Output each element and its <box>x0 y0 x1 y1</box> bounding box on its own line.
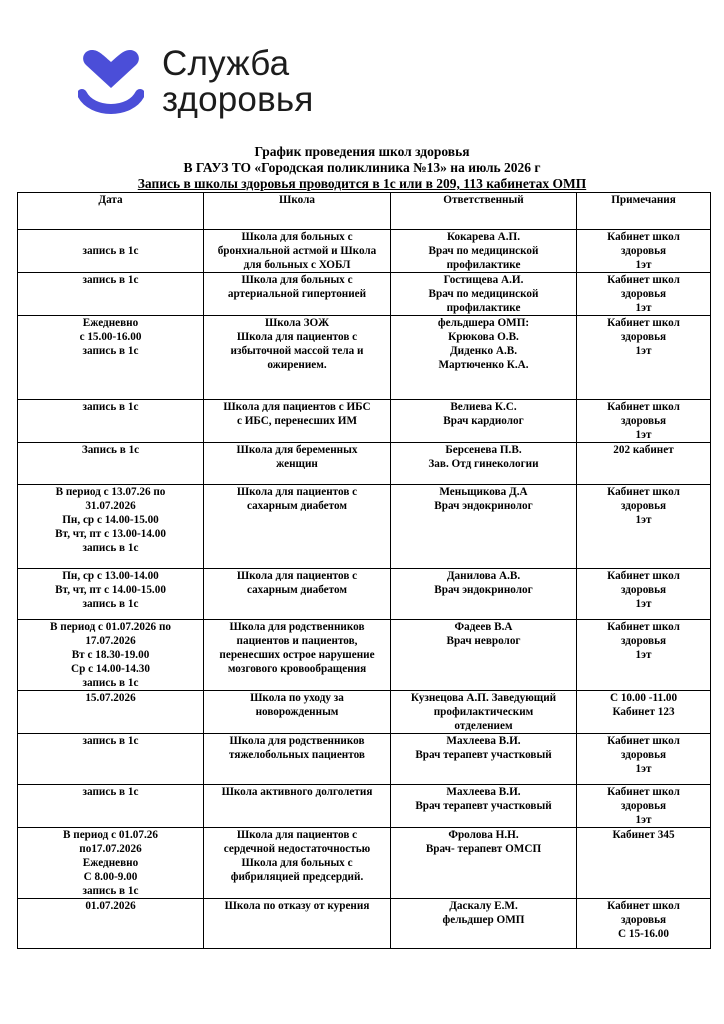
cell-notes <box>577 620 711 691</box>
cell-text-line: Врач невролог <box>446 635 521 647</box>
cell-school <box>204 620 391 691</box>
cell-text-line: новорожденным <box>255 706 339 718</box>
cell-text-line: здоровья <box>620 288 667 300</box>
table-row <box>18 273 711 316</box>
cell-text-line <box>21 230 200 244</box>
cell-notes <box>577 734 711 785</box>
cell-text-line: запись в 1с <box>82 245 139 257</box>
cell-text-line: Школа для больных с <box>241 274 353 286</box>
cell-text-line: Врач эндокринолог <box>434 584 533 596</box>
cell-text-line: Школа для пациентов с <box>236 486 358 498</box>
column-header-date: Дата <box>18 193 204 230</box>
cell-text-line: по17.07.2026 <box>79 843 142 855</box>
cell-text-line: Школа для пациентов с <box>236 570 358 582</box>
cell-text-line: Школа активного долголетия <box>221 786 373 798</box>
cell-text-line: пациентов и пациентов, <box>236 635 358 647</box>
cell-text-line: Школа для пациентов с <box>236 331 358 343</box>
cell-responsible <box>391 899 577 949</box>
cell-text-line: 31.07.2026 <box>85 500 136 512</box>
cell-notes <box>577 899 711 949</box>
cell-school <box>204 569 391 620</box>
cell-text-line: Кабинет 123 <box>612 706 675 718</box>
cell-date <box>18 569 204 620</box>
cell-text-line: фибриляцией предсердий. <box>230 871 364 883</box>
table-row <box>18 230 711 273</box>
cell-responsible <box>391 443 577 485</box>
cell-text-line: запись в 1с <box>82 786 139 798</box>
cell-text-line: Вт, чт, пт с 14.00-15.00 <box>55 584 166 596</box>
cell-text-line: Врач по медицинской <box>428 245 539 257</box>
cell-text-line: С 8.00-9.00 <box>83 871 138 883</box>
table-row <box>18 443 711 485</box>
cell-notes <box>577 569 711 620</box>
heart-smile-icon <box>78 48 144 116</box>
cell-notes <box>577 443 711 485</box>
cell-text-line: Ежедневно <box>82 317 139 329</box>
cell-text-line: 1эт <box>635 429 652 441</box>
cell-school <box>204 785 391 828</box>
cell-responsible <box>391 734 577 785</box>
cell-text-line: В период с 01.07.26 <box>63 829 158 841</box>
cell-text-line: фельдшер ОМП <box>442 914 525 926</box>
cell-text-line: Велиева К.С. <box>450 401 517 413</box>
cell-text-line: с ИБС, перенесших ИМ <box>236 415 358 427</box>
cell-date <box>18 691 204 734</box>
logo-line-2: здоровья <box>162 80 314 119</box>
cell-notes <box>577 485 711 569</box>
cell-school <box>204 400 391 443</box>
cell-date <box>18 230 204 273</box>
cell-responsible <box>391 400 577 443</box>
cell-notes <box>577 828 711 899</box>
cell-notes <box>577 691 711 734</box>
cell-text-line: сахарным диабетом <box>246 584 347 596</box>
cell-text-line: здоровья <box>620 415 667 427</box>
cell-text-line: Мартюченко К.А. <box>438 359 529 371</box>
cell-text-line: запись в 1с <box>82 542 139 554</box>
cell-text-line: Школа для родственников <box>229 735 365 747</box>
logo-line-1: Служба <box>162 44 290 83</box>
cell-text-line: 15.07.2026 <box>85 692 136 704</box>
heading-line-1: График проведения школ здоровья <box>254 144 470 159</box>
cell-text-line: сахарным диабетом <box>246 500 347 512</box>
cell-text-line: Школа для беременных <box>236 444 358 456</box>
heading-line-3: Запись в школы здоровья проводится в 1с или в 209, 113 кабинетах ОМП <box>137 176 587 191</box>
cell-responsible <box>391 485 577 569</box>
table-row <box>18 899 711 949</box>
schedule-table <box>17 192 711 949</box>
cell-text-line: 1эт <box>635 259 652 271</box>
cell-date <box>18 316 204 400</box>
cell-text-line: 1эт <box>635 345 652 357</box>
logo-text <box>162 46 313 118</box>
cell-text-line: Ежедневно <box>82 857 139 869</box>
cell-school <box>204 273 391 316</box>
logo <box>78 46 368 122</box>
cell-text-line: Кабинет школ <box>607 570 680 582</box>
column-header-school: Школа <box>204 193 391 230</box>
cell-text-line: Берсенева П.В. <box>445 444 522 456</box>
cell-text-line: бронхиальной астмой и Школа <box>217 245 377 257</box>
cell-text-line: Вт с 18.30-19.00 <box>71 649 150 661</box>
cell-school <box>204 828 391 899</box>
cell-text-line: 1эт <box>635 814 652 826</box>
cell-text-line: 01.07.2026 <box>85 900 136 912</box>
cell-text-line: Кабинет школ <box>607 786 680 798</box>
table-row <box>18 316 711 400</box>
cell-date <box>18 734 204 785</box>
cell-text-line: В период с 01.07.2026 по <box>49 621 171 633</box>
table-row <box>18 400 711 443</box>
cell-text-line: Врач эндокринолог <box>434 500 533 512</box>
cell-text-line: Врач по медицинской <box>428 288 539 300</box>
cell-text-line: Врач терапевт участковый <box>415 749 552 761</box>
cell-notes <box>577 400 711 443</box>
cell-text-line: запись в 1с <box>82 598 139 610</box>
cell-school <box>204 316 391 400</box>
cell-text-line: Школа по уходу за <box>250 692 344 704</box>
cell-text-line: 1эт <box>635 598 652 610</box>
cell-text-line: Школа для больных с <box>241 857 353 869</box>
cell-responsible <box>391 828 577 899</box>
cell-text-line: здоровья <box>620 331 667 343</box>
cell-text-line: Врач кардиолог <box>443 415 524 427</box>
cell-text-line: здоровья <box>620 914 667 926</box>
cell-responsible <box>391 620 577 691</box>
cell-text-line: Врач терапевт участковый <box>415 800 552 812</box>
cell-text-line: Гостищева А.И. <box>443 274 524 286</box>
cell-text-line: Кабинет школ <box>607 486 680 498</box>
cell-text-line: 202 кабинет <box>613 444 674 456</box>
cell-text-line: избыточной массой тела и <box>230 345 364 357</box>
cell-responsible <box>391 273 577 316</box>
table-row <box>18 734 711 785</box>
cell-text-line: 1эт <box>635 514 652 526</box>
cell-text-line: 1эт <box>635 763 652 775</box>
cell-text-line: здоровья <box>620 800 667 812</box>
cell-text-line: запись в 1с <box>82 735 139 747</box>
cell-text-line: Кабинет школ <box>607 735 680 747</box>
cell-text-line: перенесших острое нарушение <box>219 649 375 661</box>
cell-text-line: для больных с ХОБЛ <box>243 259 351 271</box>
cell-text-line: 1эт <box>635 649 652 661</box>
cell-text-line: Школа ЗОЖ <box>264 317 330 329</box>
cell-notes <box>577 273 711 316</box>
cell-text-line: тяжелобольных пациентов <box>229 749 365 761</box>
cell-text-line: профилактике <box>446 259 521 271</box>
table-row <box>18 785 711 828</box>
cell-text-line: Школа для пациентов с ИБС <box>223 401 371 413</box>
cell-notes <box>577 230 711 273</box>
cell-text-line: Врач- терапевт ОМСП <box>425 843 542 855</box>
cell-text-line: Пн, ср с 13.00-14.00 <box>62 570 159 582</box>
cell-text-line: женщин <box>276 458 318 470</box>
cell-date <box>18 400 204 443</box>
cell-text-line: ожирением. <box>267 359 327 371</box>
heading-line-2: В ГАУЗ ТО «Городская поликлиника №13» на июль 2026 г <box>183 160 541 175</box>
cell-text-line: Фролова Н.Н. <box>448 829 519 841</box>
cell-text-line: артериальной гипертонией <box>227 288 367 300</box>
cell-text-line: Кабинет школ <box>607 621 680 633</box>
cell-text-line: Запись в 1с <box>81 444 140 456</box>
cell-text-line: Махлеева В.И. <box>446 735 521 747</box>
cell-text-line: Махлеева В.И. <box>446 786 521 798</box>
cell-text-line: Кабинет школ <box>607 900 680 912</box>
cell-text-line: Ср с 14.00-14.30 <box>71 663 150 675</box>
column-header-responsible: Ответственный <box>391 193 577 230</box>
cell-text-line: фельдшера ОМП: <box>437 317 530 329</box>
cell-text-line: Кокарева А.П. <box>446 231 520 243</box>
cell-text-line: здоровья <box>620 749 667 761</box>
cell-text-line: запись в 1с <box>82 401 139 413</box>
cell-text-line: запись в 1с <box>82 885 139 897</box>
cell-text-line: Диденко А.В. <box>449 345 518 357</box>
cell-text-line: Школа по отказу от курения <box>224 900 370 912</box>
cell-text-line: Кабинет школ <box>607 401 680 413</box>
cell-text-line: С 15-16.00 <box>618 928 669 940</box>
cell-text-line: сердечной недостаточностью <box>223 843 371 855</box>
cell-text-line: здоровья <box>620 245 667 257</box>
cell-date <box>18 828 204 899</box>
cell-text-line: Кабинет школ <box>607 231 680 243</box>
cell-text-line: запись в 1с <box>82 274 139 286</box>
cell-text-line: Фадеев В.А <box>454 621 513 633</box>
cell-text-line: Кабинет школ <box>607 317 680 329</box>
cell-text-line: Пн, ср с 14.00-15.00 <box>62 514 159 526</box>
table-row <box>18 620 711 691</box>
cell-text-line: Кабинет школ <box>607 274 680 286</box>
cell-date <box>18 485 204 569</box>
cell-text-line: Вт, чт, пт с 13.00-14.00 <box>55 528 166 540</box>
cell-date <box>18 443 204 485</box>
cell-text-line: Даскалу Е.М. <box>449 900 518 912</box>
cell-text-line: мозгового кровообращения <box>227 663 367 675</box>
cell-school <box>204 691 391 734</box>
cell-text-line: здоровья <box>620 635 667 647</box>
cell-text-line: 1эт <box>635 302 652 314</box>
cell-school <box>204 230 391 273</box>
cell-text-line: отделением <box>454 720 513 732</box>
cell-responsible <box>391 230 577 273</box>
cell-date <box>18 273 204 316</box>
cell-text-line: запись в 1с <box>82 677 139 689</box>
cell-text-line: здоровья <box>620 500 667 512</box>
cell-text-line: с 15.00-16.00 <box>79 331 142 343</box>
cell-school <box>204 485 391 569</box>
table-header-row <box>18 193 711 230</box>
document-heading <box>0 144 724 192</box>
cell-text-line: С 10.00 -11.00 <box>609 692 678 704</box>
cell-text-line: Данилова А.В. <box>446 570 521 582</box>
cell-text-line: профилактическим <box>433 706 534 718</box>
cell-text-line: Школа для родственников <box>229 621 365 633</box>
cell-text-line: запись в 1с <box>82 345 139 357</box>
cell-text-line: здоровья <box>620 584 667 596</box>
column-header-notes: Примечания <box>577 193 711 230</box>
cell-school <box>204 734 391 785</box>
cell-text-line: Школа для пациентов с <box>236 829 358 841</box>
table-body <box>18 230 711 949</box>
cell-responsible <box>391 785 577 828</box>
cell-text-line: Кабинет 345 <box>612 829 675 841</box>
cell-text-line: 17.07.2026 <box>85 635 136 647</box>
table-row <box>18 691 711 734</box>
cell-school <box>204 899 391 949</box>
table-row <box>18 828 711 899</box>
cell-notes <box>577 316 711 400</box>
cell-notes <box>577 785 711 828</box>
cell-text-line: профилактике <box>446 302 521 314</box>
cell-text-line: Крюкова О.В. <box>448 331 519 343</box>
cell-date <box>18 899 204 949</box>
cell-responsible <box>391 691 577 734</box>
cell-responsible <box>391 569 577 620</box>
table-row <box>18 569 711 620</box>
cell-school <box>204 443 391 485</box>
cell-text-line: Школа для больных с <box>241 231 353 243</box>
cell-text-line: Кузнецова А.П. Заведующий <box>410 692 557 704</box>
cell-responsible <box>391 316 577 400</box>
cell-text-line: Меньщикова Д.А <box>439 486 528 498</box>
table-row <box>18 485 711 569</box>
cell-text-line: Зав. Отд гинекологии <box>428 458 539 470</box>
cell-date <box>18 785 204 828</box>
cell-text-line: В период с 13.07.26 по <box>55 486 166 498</box>
cell-date <box>18 620 204 691</box>
